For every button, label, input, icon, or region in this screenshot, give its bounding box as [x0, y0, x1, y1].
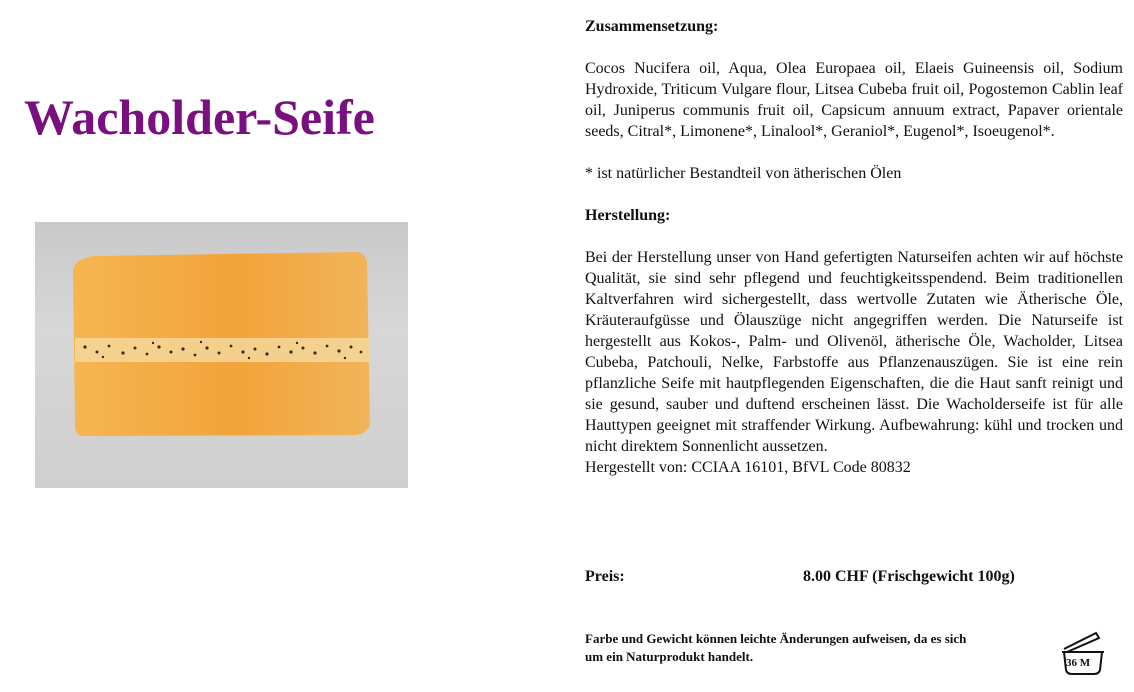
manufacturing-description: Bei der Herstellung unser von Hand gefertigten Naturseifen achten wir auf höchste Qualität, sie sind sehr pflegend und feuchtigkeitsspendend. Beim traditionellen Kaltverfahren wird sichergestellt, dass wertvolle Zutaten wie Ätherische Öle, Kräuteraufgüsse und Ölauszüge nicht angegriffen werden. Die Naturseife ist hergestellt aus Kokos-, Palm- und Olivenöl, ätherische Öle, Wacholder, Litsea Cubeba, Patchouli, Nelke, Farbstoffe aus Pflanzenauszügen. Sie ist eine rein pflanzliche Seife mit hautpflegenden Eigenschaften, die die Haut sanft reinigt und sie gesund, sauber und duftend erscheinen lässt. Die Wacholderseife ist für alle Hauttypen geeignet mit straffender Wirkung. Aufbewahrung: kühl und trocken und nicht direktem Sonnenlicht aussetzen.	[585, 249, 1123, 455]
open-jar-icon	[1058, 630, 1106, 676]
disclaimer-line-1: Farbe und Gewicht können leichte Änderungen aufweisen, da es sich	[585, 631, 967, 646]
product-title: Wacholder-Seife	[24, 89, 375, 145]
disclaimer-line-2: um ein Naturprodukt handelt.	[585, 649, 754, 664]
product-details	[585, 16, 1123, 478]
pao-label: 36 M	[1066, 657, 1091, 669]
price-label: Preis:	[585, 568, 625, 585]
ingredients-text: Cocos Nucifera oil, Aqua, Olea Europaea oil, Elaeis Guineensis oil, Sodium Hydroxide, Triticum Vulgare flour, Litsea Cubeba fruit oil, Pogostemon Cablin leaf oil, Juniperus communis fruit oil, Capsicum annuum extract, Papaver orientale seeds, Citral*, Limonene*, Linalool*, Geraniol*, Eugenol*, Isoeugenol*.	[585, 60, 1123, 140]
composition-heading: Zusammensetzung:	[585, 18, 719, 35]
ingredients-footnote: * ist natürlicher Bestandteil von ätherischen Ölen	[585, 165, 902, 182]
manufacturing-heading: Herstellung:	[585, 207, 671, 224]
price-value: 8.00 CHF (Frischgewicht 100g)	[803, 568, 1015, 585]
disclaimer	[585, 630, 1045, 666]
soap-photo	[35, 222, 408, 488]
producer-info: Hergestellt von: CCIAA 16101, BfVL Code 80832	[585, 459, 911, 476]
